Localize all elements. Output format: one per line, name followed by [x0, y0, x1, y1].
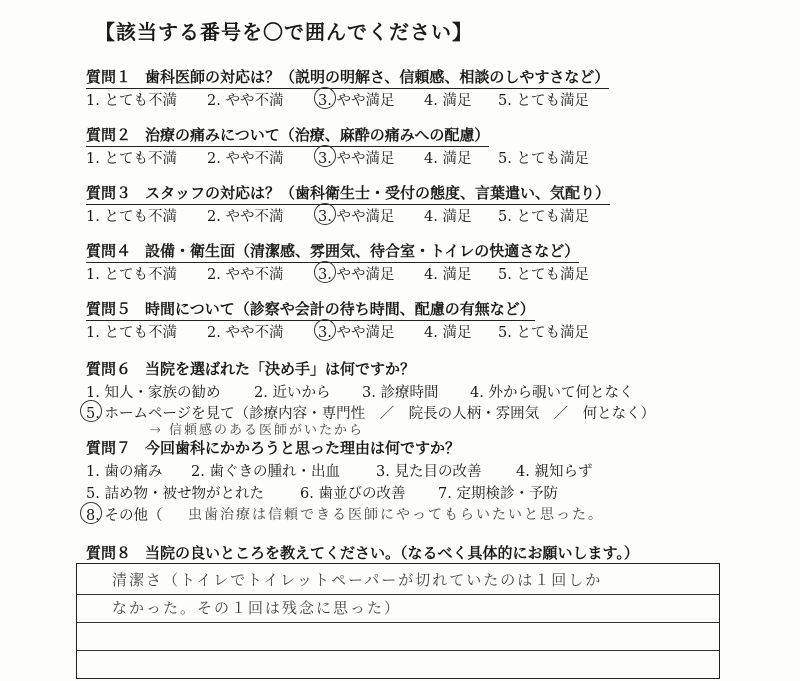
option-5[interactable]: 5. ホームページを見て（診療内容・専門性 ／ 院長の人柄・雰囲気 ／ 何となく） — [86, 402, 655, 423]
option-3[interactable]: 3. 見た目の改善 — [376, 464, 482, 480]
option-2[interactable]: 2. やや不満 — [207, 325, 284, 341]
option-2[interactable]: 2. やや不満 — [207, 209, 284, 225]
option-2[interactable]: 2. やや不満 — [207, 267, 284, 283]
option-5[interactable]: 5. とても満足 — [498, 325, 589, 341]
handwritten-reason: → 信頼感のある医師がいたから — [150, 423, 365, 438]
option-3[interactable]: 3. やや満足 — [318, 89, 394, 110]
option-5[interactable]: 5. とても満足 — [498, 267, 589, 283]
question-number: 質問２ — [86, 126, 132, 144]
option-5[interactable]: 5. とても満足 — [498, 209, 589, 225]
option-4[interactable]: 4. 外から覗いて何となく — [470, 385, 634, 401]
option-3[interactable]: 3. やや満足 — [318, 205, 394, 226]
option-4[interactable]: 4. 満足 — [424, 151, 472, 167]
question-number: 質問５ — [86, 300, 132, 318]
option-1[interactable]: 1. とても不満 — [86, 93, 177, 109]
question-text: 歯科医師の対応は？（説明の明解さ、信頼感、相談のしやすさなど） — [145, 68, 610, 86]
answer-rule-line — [77, 650, 719, 651]
selected-circle-mark — [314, 145, 336, 167]
question-text: 設備・衛生面（清潔感、雰囲気、待合室・トイレの快適さなど） — [145, 242, 580, 260]
question-6-heading — [86, 358, 415, 380]
option-2[interactable]: 2. 近いから — [254, 385, 331, 401]
question-7-heading — [86, 437, 460, 459]
handwritten-other-reason: 虫歯治療は信頼できる医師にやってもらいたいと思った。 — [188, 507, 604, 523]
selected-circle-mark — [314, 203, 336, 225]
option-6[interactable]: 6. 歯並びの改善 — [300, 486, 406, 502]
option-1[interactable]: 1. とても不満 — [86, 267, 177, 283]
answer-rule-line — [77, 622, 719, 623]
option-3[interactable]: 3. やや満足 — [318, 147, 394, 168]
question-5-heading — [86, 298, 535, 321]
question-4-heading — [86, 240, 579, 263]
question-number: 質問８ — [86, 544, 132, 562]
question-text: 当院の良いところを教えてください。（なるべく具体的にお願いします。） — [145, 544, 639, 562]
question-number: 質問３ — [86, 184, 132, 202]
question-number: 質問７ — [86, 439, 132, 457]
option-1[interactable]: 1. 歯の痛み — [86, 464, 163, 480]
option-4[interactable]: 4. 満足 — [424, 325, 472, 341]
option-2[interactable]: 2. やや不満 — [207, 93, 284, 109]
option-4[interactable]: 4. 親知らず — [516, 464, 593, 480]
selected-circle-mark — [314, 319, 336, 341]
option-3[interactable]: 3. やや満足 — [318, 263, 394, 284]
question-number: 質問１ — [86, 68, 132, 86]
question-1-heading — [86, 66, 609, 89]
question-text: 時間について（診察や会計の待ち時間、配慮の有無など） — [145, 300, 535, 318]
option-4[interactable]: 4. 満足 — [424, 267, 472, 283]
option-8[interactable]: 8. その他（ — [86, 504, 162, 525]
question-8-heading — [86, 542, 639, 564]
answer-rule-line — [77, 594, 719, 595]
option-3[interactable]: 3. やや満足 — [318, 321, 394, 342]
handwritten-answer-line-2: なかった。その１回は残念に思った） — [112, 599, 402, 617]
option-5[interactable]: 5. 詰め物・被せ物がとれた — [86, 486, 264, 502]
question-text: 治療の痛みについて（治療、麻酔の痛みへの配慮） — [145, 126, 490, 144]
question-text: 今回歯科にかかろうと思った理由は何ですか？ — [145, 439, 461, 457]
page-title: 【該当する番号を〇で囲んでください】 — [95, 20, 473, 44]
option-2[interactable]: 2. やや不満 — [207, 151, 284, 167]
selected-circle-mark — [314, 261, 336, 283]
option-3[interactable]: 3. 診療時間 — [362, 385, 439, 401]
question-2-heading — [86, 124, 489, 147]
option-1[interactable]: 1. とても不満 — [86, 151, 177, 167]
question-number: 質問６ — [86, 360, 132, 378]
selected-circle-mark — [314, 87, 336, 109]
option-5[interactable]: 5. とても満足 — [498, 93, 589, 109]
selected-circle-mark — [80, 400, 102, 422]
option-1[interactable]: 1. 知人・家族の勧め — [86, 385, 221, 401]
question-text: 当院を選ばれた「決め手」は何ですか？ — [145, 360, 416, 378]
option-7[interactable]: 7. 定期検診・予防 — [438, 486, 558, 502]
handwritten-answer-line-1: 清潔さ（トイレでトイレットペーパーが切れていたのは１回しか — [112, 571, 603, 589]
question-3-heading — [86, 182, 610, 205]
option-4[interactable]: 4. 満足 — [424, 93, 472, 109]
question-number: 質問４ — [86, 242, 132, 260]
question-text: スタッフの対応は？（歯科衛生士・受付の態度、言葉遣い、気配り） — [145, 184, 611, 202]
option-4[interactable]: 4. 満足 — [424, 209, 472, 225]
option-1[interactable]: 1. とても不満 — [86, 209, 177, 225]
option-2[interactable]: 2. 歯ぐきの腫れ・出血 — [191, 464, 340, 480]
option-1[interactable]: 1. とても不満 — [86, 325, 177, 341]
option-5[interactable]: 5. とても満足 — [498, 151, 589, 167]
selected-circle-mark — [80, 502, 102, 524]
